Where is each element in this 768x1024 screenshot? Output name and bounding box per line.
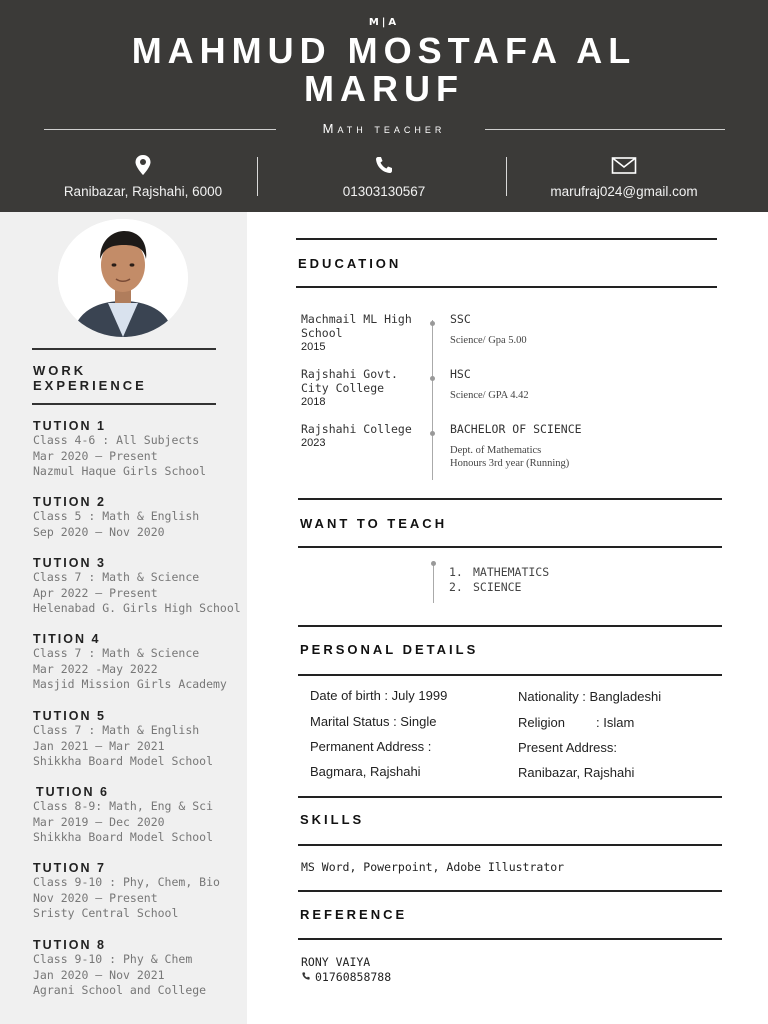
skills-list: MS Word, Powerpoint, Adobe Illustrator — [301, 860, 565, 874]
profile-photo — [58, 219, 188, 337]
reference-name: RONY VAIYA — [301, 955, 371, 969]
present-address-label: Present Address: — [518, 740, 617, 755]
job-role: Math teacher — [322, 121, 446, 136]
divider — [32, 403, 216, 405]
phone-icon — [256, 154, 512, 178]
timeline-dot — [430, 431, 435, 436]
contact-phone: 01303130567 — [256, 154, 512, 199]
permanent-address-value: Bagmara, Rajshahi — [310, 764, 421, 779]
marital-status: Marital Status : Single — [310, 714, 437, 729]
contact-email: marufraj024@gmail.com — [496, 154, 752, 199]
phone-icon — [301, 970, 315, 984]
reference-phone: 01760858788 — [301, 970, 391, 984]
education-school: Rajshahi Govt. City College 2018 — [301, 367, 398, 408]
divider — [298, 674, 722, 676]
want-to-teach-title: WANT TO TEACH — [300, 516, 448, 531]
education-school: Rajshahi College 2023 — [301, 422, 412, 449]
divider — [298, 796, 722, 798]
education-degree: HSC — [450, 367, 471, 381]
job-entry: TUTION 1 Class 4-6 : All Subjects Mar 2020 – Present Nazmul Haque Girls School — [33, 419, 207, 478]
present-address-value: Ranibazar, Rajshahi — [518, 765, 635, 780]
divider — [298, 546, 722, 548]
timeline-line — [432, 320, 433, 480]
divider — [298, 498, 722, 500]
job-entry: TUTION 6 Class 8-9: Math, Eng & Sci Mar 2019 – Dec 2020 Shikkha Board Model School — [33, 785, 214, 844]
reference-title: REFERENCE — [300, 907, 408, 922]
job-entry: TUTION 7 Class 9-10 : Phy, Chem, Bio Nov 2020 – Present Sristy Central School — [33, 861, 220, 920]
education-detail: Science/ GPA 4.42 — [450, 390, 529, 401]
education-degree: SSC — [450, 312, 471, 326]
timeline-dot — [430, 376, 435, 381]
contact-address: Ranibazar, Rajshahi, 6000 — [15, 154, 271, 199]
timeline-dot — [430, 321, 435, 326]
education-title: EDUCATION — [298, 256, 402, 271]
divider — [485, 129, 725, 130]
skills-title: SKILLS — [300, 812, 365, 827]
nationality: Nationality : Bangladeshi — [518, 689, 662, 704]
full-name: MAHMUD MOSTAFA AL MARUF — [131, 30, 637, 109]
location-pin-icon — [15, 154, 271, 178]
timeline-line — [433, 563, 434, 603]
date-of-birth: Date of birth : July 1999 — [310, 688, 448, 703]
education-detail: Science/ Gpa 5.00 — [450, 335, 527, 346]
envelope-icon — [496, 154, 752, 178]
divider — [298, 890, 722, 892]
job-entry: TITION 4 Class 7 : Math & Science Mar 2022 -May 2022 Masjid Mission Girls Academy — [33, 632, 227, 691]
job-entry: TUTION 5 Class 7 : Math & English Jan 2021 – Mar 2021 Shikkha Board Model School — [33, 709, 214, 768]
work-experience-title: WORK EXPERIENCE — [33, 363, 147, 393]
divider — [298, 625, 722, 627]
teach-item: 1. MATHEMATICS — [449, 565, 550, 579]
education-degree: BACHELOR OF SCIENCE — [450, 422, 582, 436]
education-school: Machmail ML High School 2015 — [301, 312, 412, 353]
divider — [296, 286, 717, 288]
job-entry: TUTION 3 Class 7 : Math & Science Apr 2022 – Present Helenabad G. Girls High School — [33, 556, 241, 615]
divider — [296, 238, 717, 240]
timeline-dot — [431, 561, 436, 566]
resume-header — [0, 0, 768, 212]
divider — [32, 348, 216, 350]
personal-details-title: PERSONAL DETAILS — [300, 642, 479, 657]
divider — [44, 129, 276, 130]
teach-item: 2. SCIENCE — [449, 580, 522, 594]
divider — [298, 844, 722, 846]
monogram: M|A — [368, 17, 400, 28]
job-entry: TUTION 2 Class 5 : Math & English Sep 2020 – Nov 2020 — [33, 495, 200, 539]
religion: Religion : Islam — [518, 715, 635, 730]
permanent-address-label: Permanent Address : — [310, 739, 432, 754]
job-entry: TUTION 8 Class 9-10 : Phy & Chem Jan 2020 – Nov 2021 Agrani School and College — [33, 938, 207, 997]
divider — [298, 938, 722, 940]
education-detail: Dept. of Mathematics Honours 3rd year (Running) — [450, 445, 570, 469]
